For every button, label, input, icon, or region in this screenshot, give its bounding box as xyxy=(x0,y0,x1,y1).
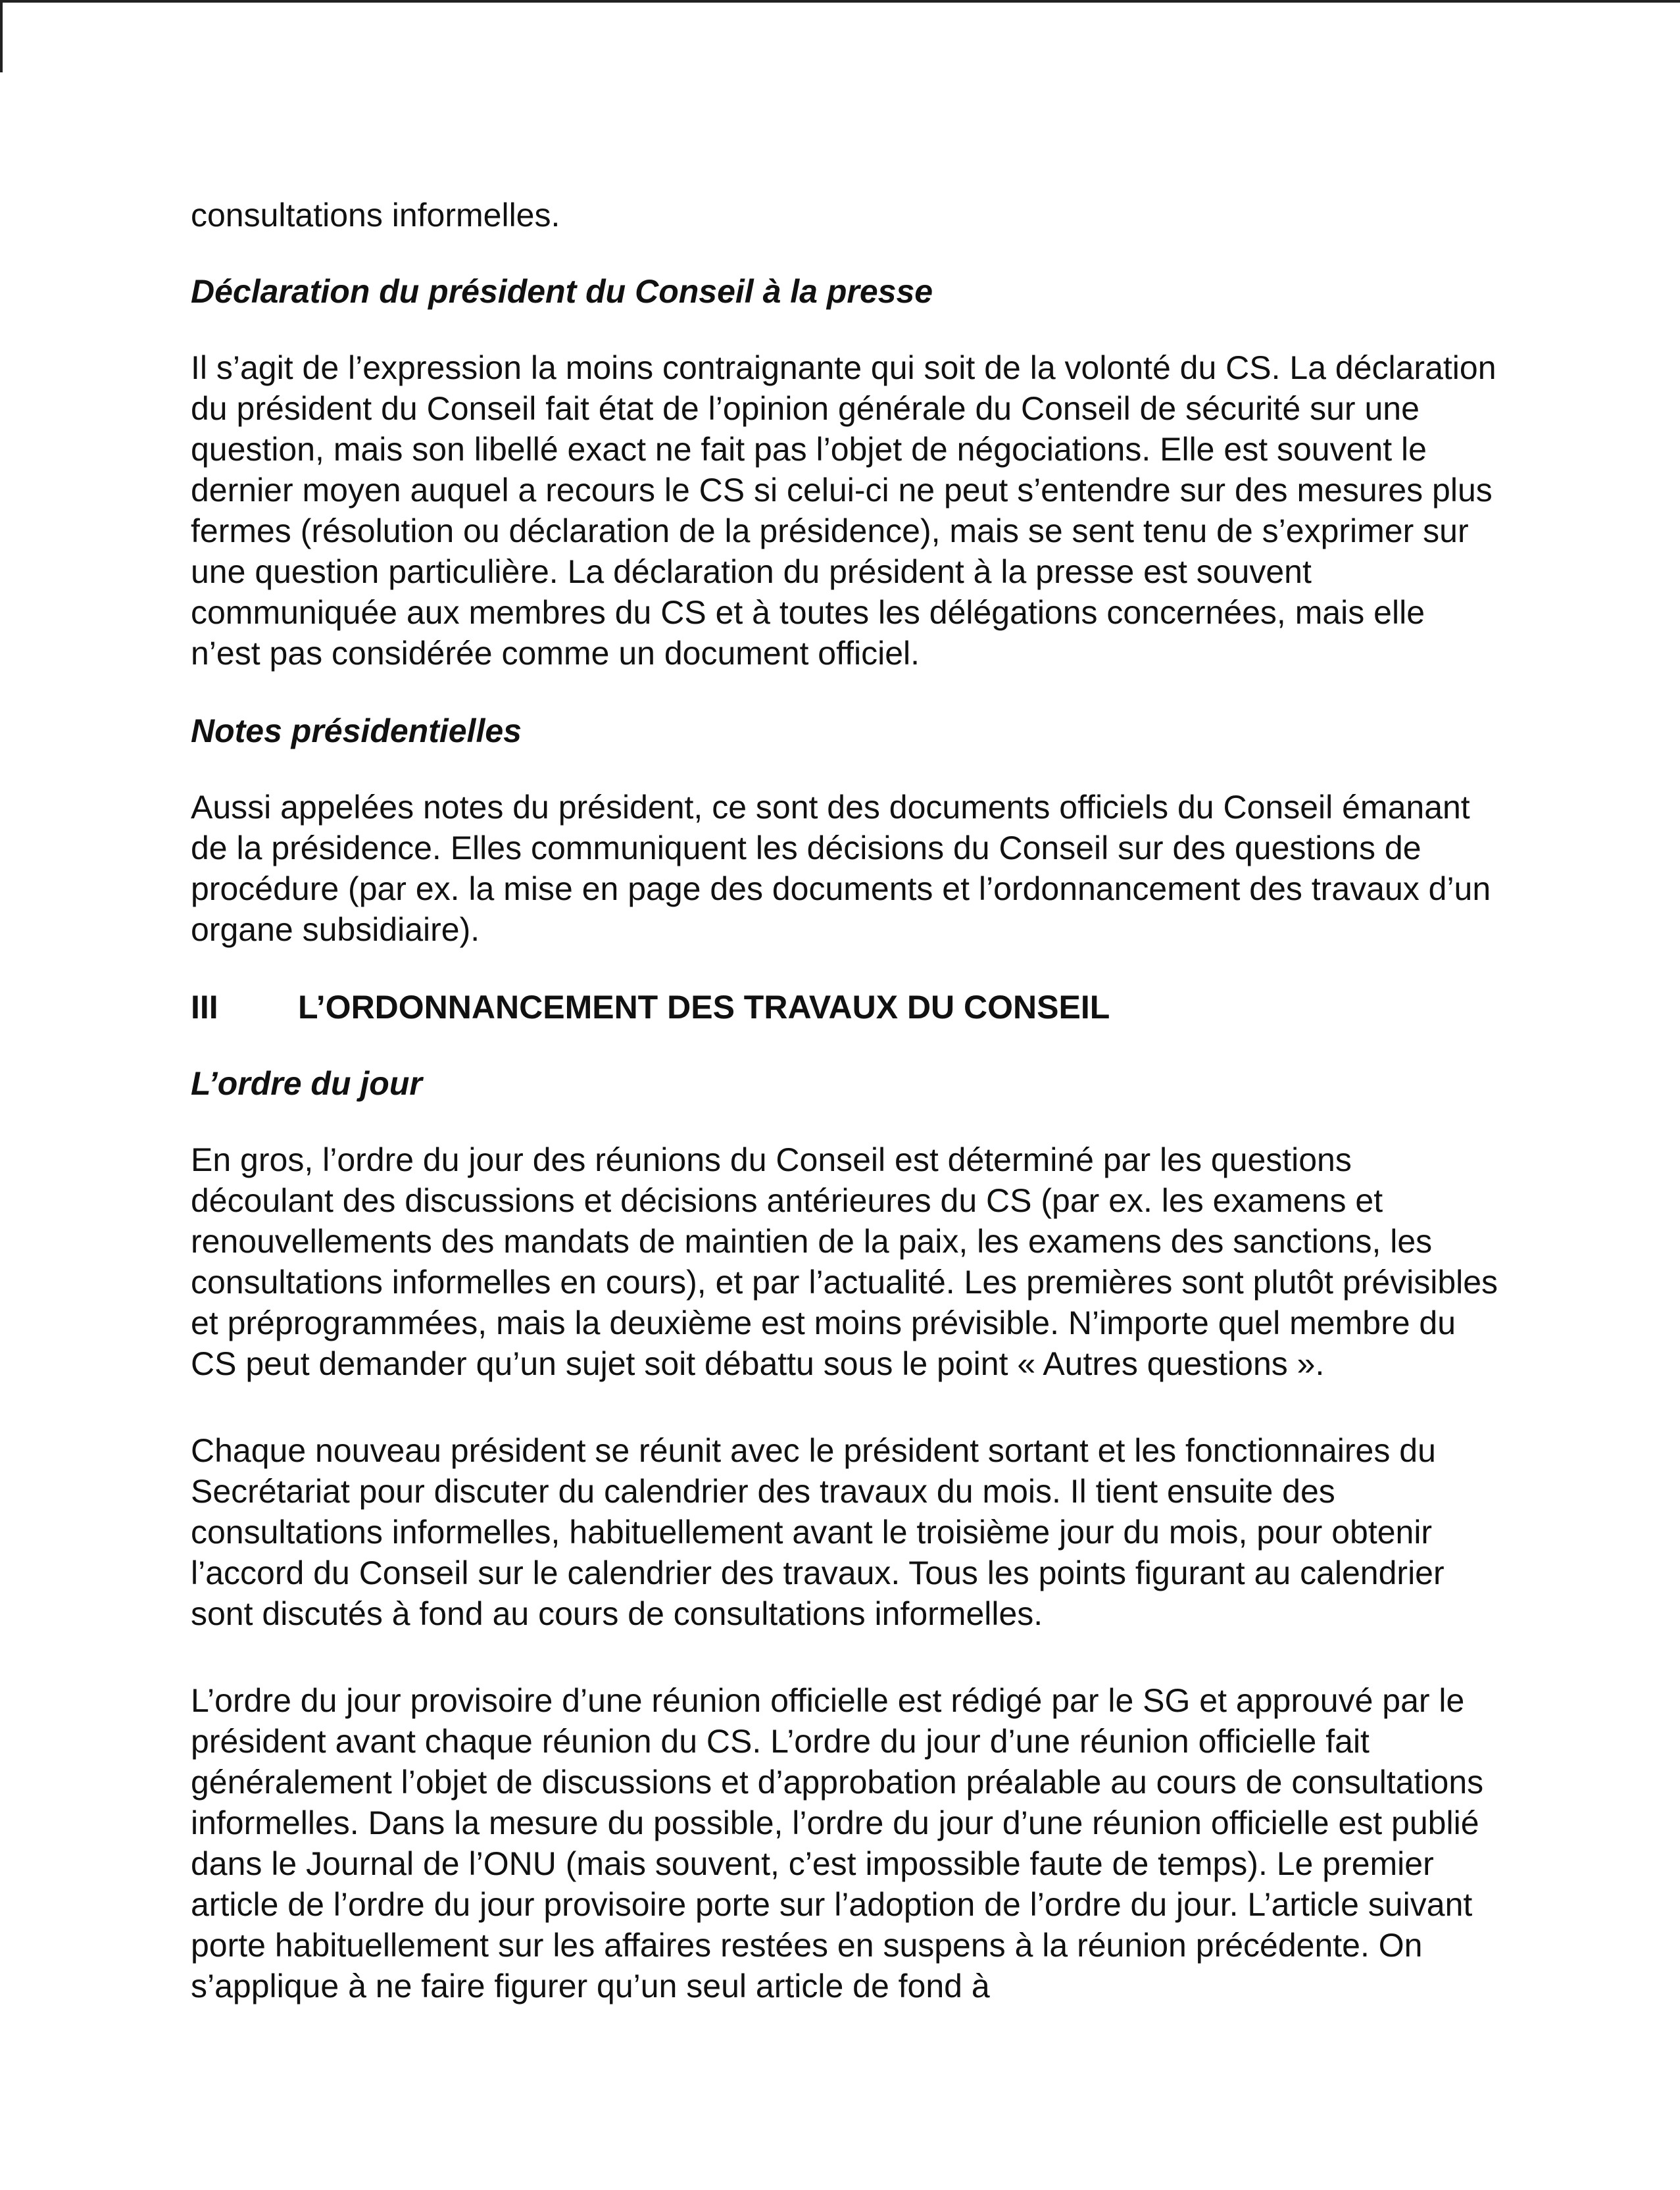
chapter-heading xyxy=(191,987,1500,1028)
chapter-title: L’ORDONNANCEMENT DES TRAVAUX DU CONSEIL xyxy=(298,989,1110,1026)
paragraph-presidential-notes: Aussi appelées notes du président, ce sont des documents officiels du Conseil émanant de la présidence. Elles communiquent les décisions du Conseil sur des questions de procédure (par ex. la mise en page des documents et l’ordonnancement des travaux d’un organe subsidiaire). xyxy=(191,789,1491,948)
chapter-number: III xyxy=(191,989,218,1026)
section-heading-presidential-notes: Notes présidentielles xyxy=(191,712,522,749)
paragraph-agenda-2: Chaque nouveau président se réunit avec le président sortant et les fonctionnaires du Secrétariat pour discuter du calendrier des travaux du mois. Il tient ensuite des consultations informelles, habituellement avant le troisième jour du mois, pour obtenir l’accord du Conseil sur le calendrier des travaux. Tous les points figurant au calendrier sont discutés à fond au cours de consultations informelles. xyxy=(191,1432,1445,1632)
paragraph-agenda-1: En gros, l’ordre du jour des réunions du Conseil est déterminé par les questions découlant des discussions et décisions antérieures du CS (par ex. les examens et renouvellements des mandats de maintien de la paix, les examens des sanctions, les consultations informelles en cours), et par l’actualité. Les premières sont plutôt prévisibles et préprogrammées, mais la deuxième est moins prévisible. N’importe quel membre du CS peut demander qu’un sujet soit débattu sous le point « Autres questions ». xyxy=(191,1141,1498,1382)
paragraph-press-statement: Il s’agit de l’expression la moins contraignante qui soit de la volonté du CS. La déclaration du président du Conseil fait état de l’opinion générale du Conseil de sécurité sur une question, mais son libellé exact ne fait pas l’objet de négociations. Elle est souvent le dernier moyen auquel a recours le CS si celui-ci ne peut s’entendre sur des mesures plus fermes (résolution ou déclaration de la présidence), mais se sent tenu de s’exprimer sur une question particulière. La déclaration du président à la presse est souvent communiquée aux membres du CS et à toutes les délégations concernées, mais elle n’est pas considérée comme un document officiel. xyxy=(191,349,1496,672)
section-heading-agenda: L’ordre du jour xyxy=(191,1065,422,1102)
scan-left-edge xyxy=(0,0,3,72)
scan-top-edge xyxy=(0,0,1680,3)
document-page xyxy=(191,195,1500,2006)
paragraph-agenda-3: L’ordre du jour provisoire d’une réunion officielle est rédigé par le SG et approuvé par le président avant chaque réunion du CS. L’ordre du jour d’une réunion officielle fait généralement l’objet de discussions et d’approbation préalable au cours de consultations informelles. Dans la mesure du possible, l’ordre du jour d’une réunion officielle est publié dans le Journal de l’ONU (mais souvent, c’est impossible faute de temps). Le premier article de l’ordre du jour provisoire porte sur l’adoption de l’ordre du jour. L’article suivant porte habituellement sur les affaires restées en suspens à la réunion précédente. On s’applique à ne faire figurer qu’un seul article de fond à xyxy=(191,1682,1484,2004)
section-heading-press-statement: Déclaration du président du Conseil à la presse xyxy=(191,273,933,310)
intro-continuation: consultations informelles. xyxy=(191,197,560,234)
